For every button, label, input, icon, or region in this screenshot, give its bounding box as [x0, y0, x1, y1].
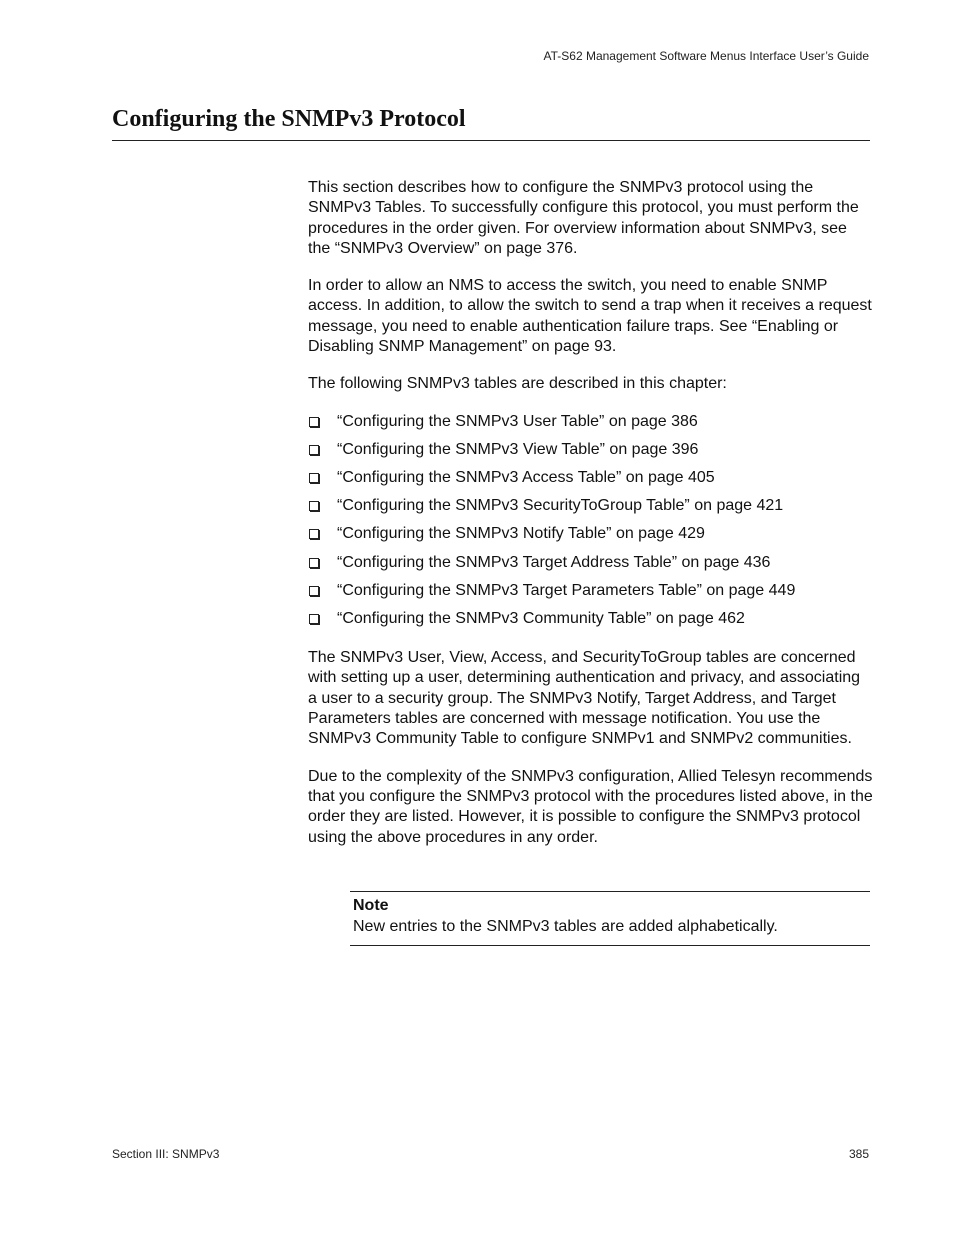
list-item	[308, 496, 873, 524]
intro-paragraph: This section describes how to configure the SNMPv3 protocol using the SNMPv3 Tables. To successfully configure this protocol, you must perform the procedures in the order given. For overview information about SNMPv3, see the “SNMPv3 Overview” on page 376.	[308, 179, 859, 257]
checkbox-bullet-icon	[309, 558, 319, 568]
checkbox-bullet-icon	[309, 529, 319, 539]
list-item-link[interactable]: “Configuring the SNMPv3 User Table” on page 386	[337, 412, 698, 430]
list-item-link[interactable]: “Configuring the SNMPv3 Notify Table” on page 429	[337, 525, 705, 543]
list-item	[308, 440, 873, 468]
list-item-link[interactable]: “Configuring the SNMPv3 Target Address Table” on page 436	[337, 553, 771, 571]
list-item	[308, 412, 873, 440]
note-text: New entries to the SNMPv3 tables are added alphabetically.	[353, 918, 778, 935]
recommendation-paragraph: Due to the complexity of the SNMPv3 configuration, Allied Telesyn recommends that you configure the SNMPv3 protocol with the procedures listed above, in the order they are listed. However, it is possible to configure the SNMPv3 protocol using the above procedures in any order.	[308, 767, 873, 846]
checkbox-bullet-icon	[309, 586, 319, 596]
access-paragraph: In order to allow an NMS to access the switch, you need to enable SNMP access. In addition, to allow the switch to send a trap when it receives a request message, you need to enable authentication failure traps. See “Enabling or Disabling SNMP Management” on page 93.	[308, 277, 872, 356]
list-item-link[interactable]: “Configuring the SNMPv3 Community Table” on page 462	[337, 609, 745, 627]
list-item-link[interactable]: “Configuring the SNMPv3 SecurityToGroup Table” on page 421	[337, 497, 784, 515]
list-item-link[interactable]: “Configuring the SNMPv3 Access Table” on page 405	[337, 469, 715, 487]
note-box	[350, 891, 870, 946]
tables-intro-paragraph: The following SNMPv3 tables are described in this chapter:	[308, 375, 727, 393]
list-item	[308, 553, 873, 581]
checkbox-bullet-icon	[309, 473, 319, 483]
list-item-link[interactable]: “Configuring the SNMPv3 View Table” on page 396	[337, 440, 699, 458]
list-item	[308, 609, 873, 637]
tables-purpose-paragraph: The SNMPv3 User, View, Access, and SecurityToGroup tables are concerned with setting up a user, determining authentication and privacy, and associating a user to a security group. The SNMPv3 Notify, Target Address, and Target Parameters tables are concerned with message notification. You use the SNMPv3 Community Table to configure SNMPv1 and SNMPv2 communities.	[308, 649, 861, 748]
running-header: AT-S62 Management Software Menus Interface User’s Guide	[543, 49, 869, 63]
title-rule	[112, 140, 870, 141]
checkbox-bullet-icon	[309, 445, 319, 455]
list-item	[308, 524, 873, 552]
checkbox-bullet-icon	[309, 614, 319, 624]
checkbox-bullet-icon	[309, 501, 319, 511]
list-item	[308, 581, 873, 609]
list-item	[308, 468, 873, 496]
body-text	[308, 178, 873, 865]
page-number: 385	[848, 1147, 869, 1161]
page-title: Configuring the SNMPv3 Protocol	[112, 106, 466, 132]
note-title: Note	[353, 897, 389, 914]
list-item-link[interactable]: “Configuring the SNMPv3 Target Parameters Table” on page 449	[337, 581, 796, 599]
checkbox-bullet-icon	[309, 417, 319, 427]
footer-section: Section III: SNMPv3	[112, 1147, 220, 1161]
table-list	[308, 412, 873, 638]
